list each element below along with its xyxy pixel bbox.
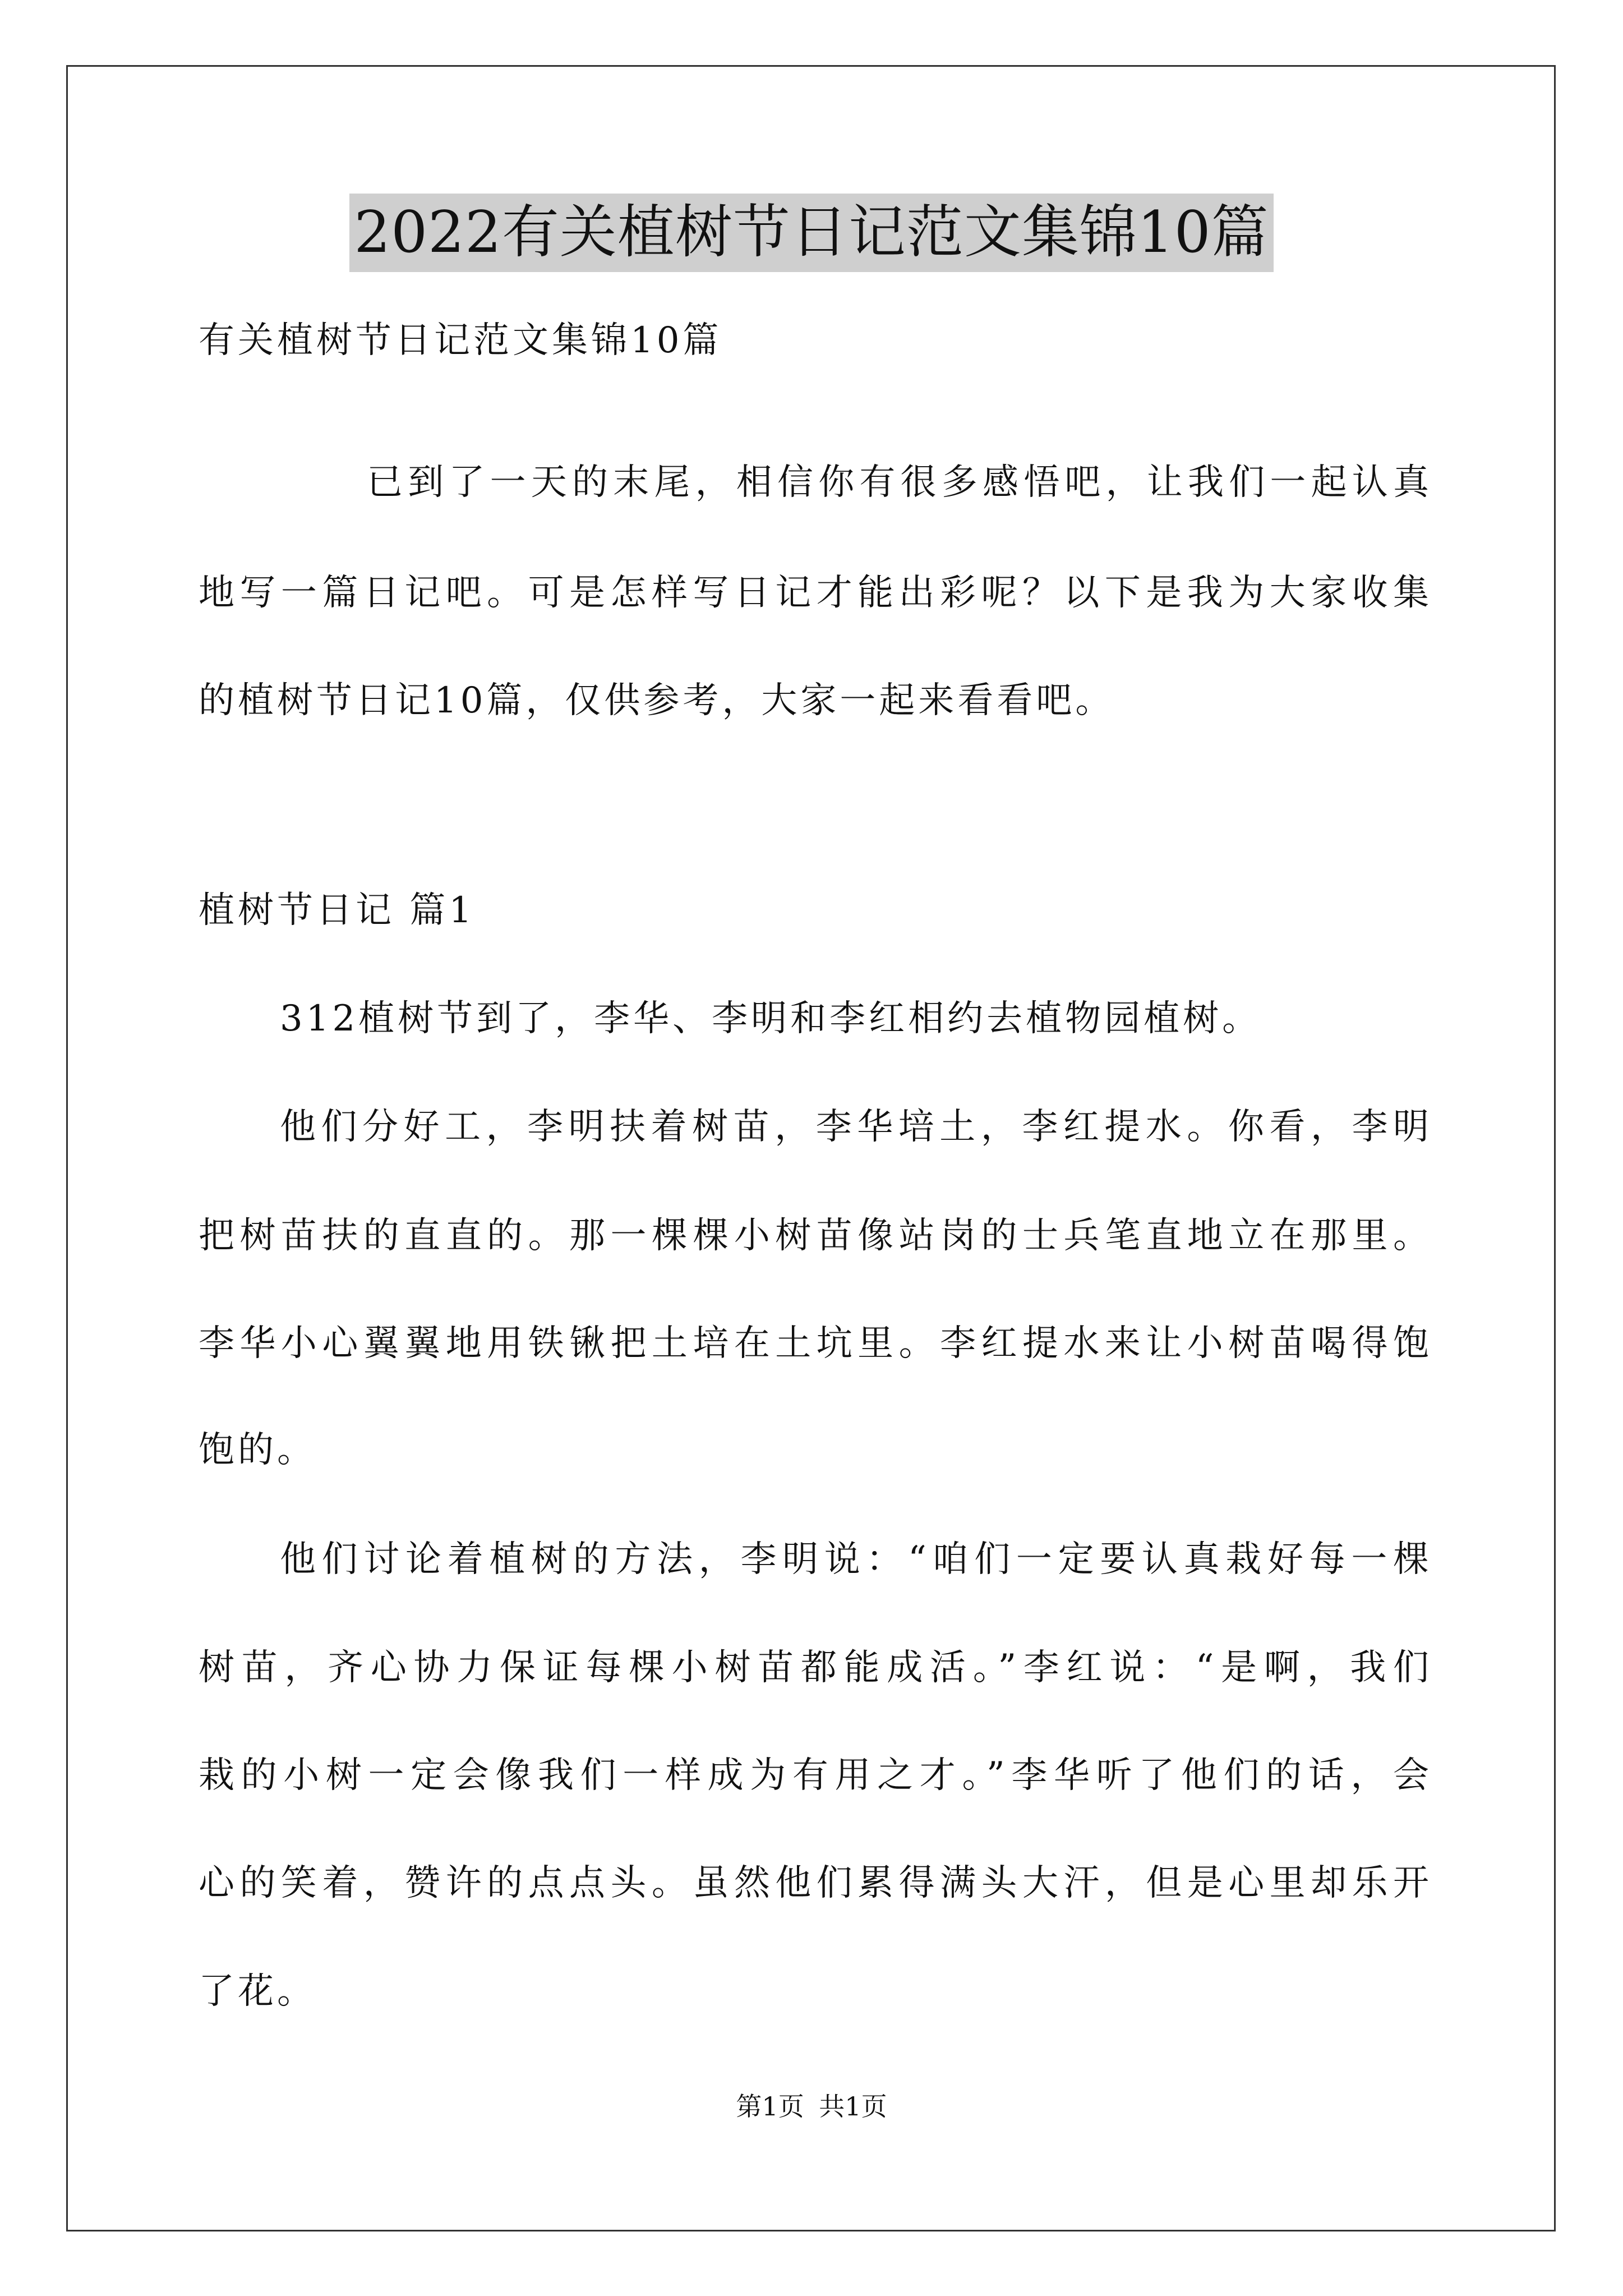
intro-line: 已到了一天的末尾，相信你有很多感悟吧，让我们一起认真 <box>367 462 1432 503</box>
body-line: 了花。 <box>199 1971 316 2012</box>
document-title <box>0 194 1623 272</box>
body-line: 他们讨论着植树的方法，李明说：“咱们一定要认真栽好每一棵 <box>280 1539 1432 1580</box>
body-line: 把树苗扶的直直的。那一棵棵小树苗像站岗的士兵笔直地立在那里。 <box>199 1215 1432 1257</box>
intro-line: 的植树节日记10篇，仅供参考，大家一起来看看吧。 <box>199 680 1115 721</box>
body-line: 312植树节到了，李华、李明和李红相约去植物园植树。 <box>280 998 1262 1039</box>
body-line: 李华小心翼翼地用铁锹把土培在土坑里。李红提水来让小树苗喝得饱 <box>199 1323 1432 1364</box>
body-line: 栽的小树一定会像我们一样成为有用之才。”李华听了他们的话，会 <box>199 1755 1432 1796</box>
document-subtitle: 有关植树节日记范文集锦10篇 <box>199 320 722 361</box>
section-heading: 植树节日记 篇1 <box>199 890 476 931</box>
body-line: 饱的。 <box>199 1429 316 1471</box>
intro-line: 地写一篇日记吧。可是怎样写日记才能出彩呢？以下是我为大家收集 <box>199 572 1432 614</box>
page-number-footer: 第1页 共1页 <box>736 2091 887 2122</box>
body-line: 心的笑着，赞许的点点头。虽然他们累得满头大汗，但是心里却乐开 <box>199 1862 1432 1904</box>
document-title-text: 2022有关植树节日记范文集锦10篇 <box>349 194 1273 272</box>
body-line: 他们分好工，李明扶着树苗，李华培土，李红提水。你看，李明 <box>280 1106 1432 1148</box>
body-line: 树苗，齐心协力保证每棵小树苗都能成活。”李红说：“是啊，我们 <box>199 1647 1432 1688</box>
